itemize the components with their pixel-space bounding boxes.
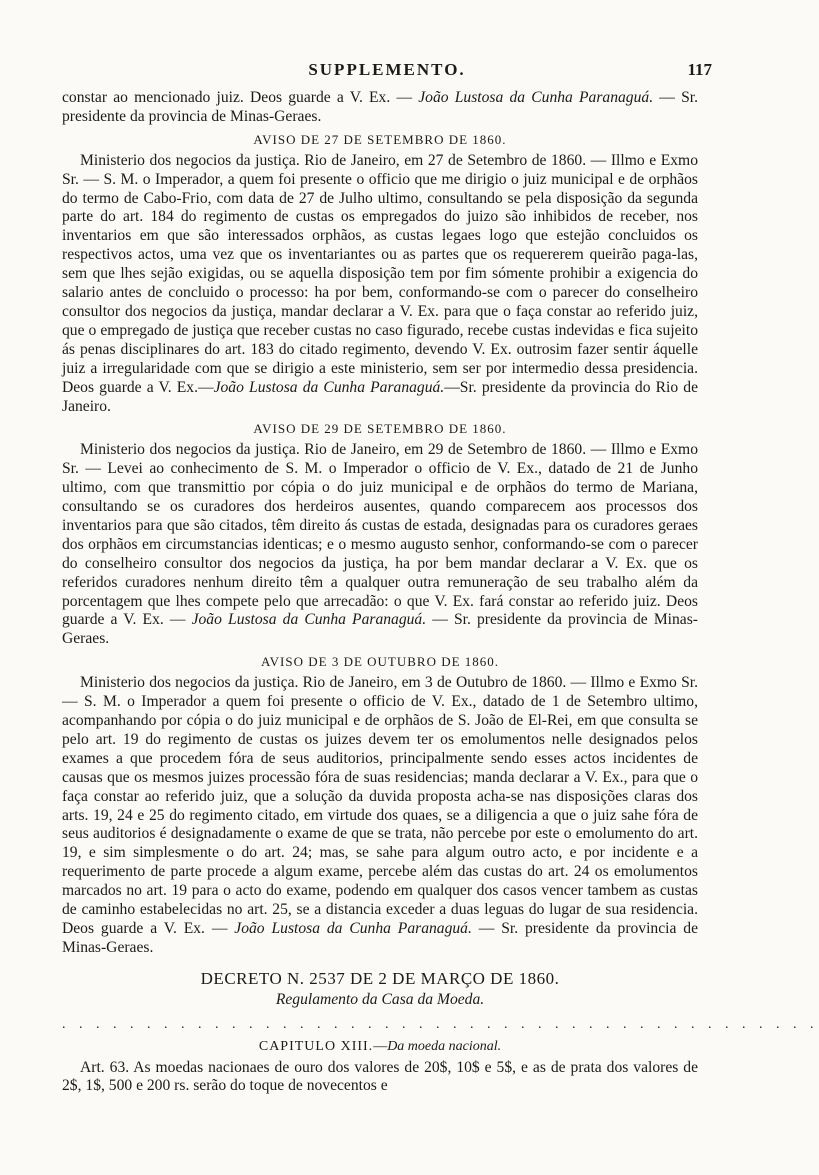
aviso-closing: —Sr. presidente da provincia do Rio de Janeiro. xyxy=(62,378,698,415)
aviso-paragraph xyxy=(62,441,698,649)
chapter-separator: — xyxy=(373,1038,388,1054)
aviso-closing: — Sr. presidente da provincia de Minas-Geraes. xyxy=(62,611,698,648)
page-header xyxy=(62,60,712,86)
signature: João Lustosa da Cunha Paranaguá. xyxy=(191,611,427,629)
decreto-subtitle: Regulamento da Casa da Moeda. xyxy=(275,990,485,1008)
aviso-text: Ministerio dos negocios da justiça. Rio de Janeiro, em 3 de Outubro de 1860. — Illmo e Exmo Sr. — S. M. o Imperador a quem foi presente o officio de V. Ex., datado de 1 de Setembro ultimo, acompanhando por cópia o do juiz municipal e de orphãos de S. João de El-Rei, em que consulta se pelo art. 19 do regimento de custas os juizes devem ter os emolumentos nelle designados pelos exames a que procedem fóra de seus auditorios, principalmente sendo esses actos incidentes de causas que os mesmos juizes processão fóra de suas residencias; manda declarar a V. Ex., para que o faça constar ao referido juiz, que a solução da duvida proposta acha-se nas disposições claras dos arts. 19, 24 e 25 do regimento citado, em virtude dos quaes, se a diligencia a que o juiz sahe fóra de seus auditorios é designadamente o exame de que se trata, não percebe por este o emolumento do art. 19, e sim simplesmente o do art. 24; mas, se sahe para algum outro acto, e por incidente e a requerimento de parte procede a algum exame, percebe além das custas do art. 24 os emolumentos marcados no art. 19 para o acto do exame, podendo em qualquer dos casos vencer tambem as custas de caminho estabelecidas no art. 25, se a distancia exceder a duas leguas do lugar de sua residencia. Deos guarde a V. Ex. — xyxy=(62,674,698,937)
aviso-heading: AVISO DE 29 DE SETEMBRO DE 1860. xyxy=(253,421,507,437)
decreto-title: DECRETO N. 2537 DE 2 DE MARÇO DE 1860. xyxy=(200,968,560,988)
continuation-paragraph xyxy=(62,89,698,127)
continuation-text: constar ao mencionado juiz. Deos guarde a V. Ex. — xyxy=(62,89,419,106)
page-number: 117 xyxy=(687,60,712,79)
aviso-closing: — Sr. presidente da provincia de Minas-Geraes. xyxy=(62,919,698,956)
signature: João Lustosa da Cunha Paranaguá. xyxy=(234,919,472,937)
chapter-number: CAPITULO XIII. xyxy=(258,1038,374,1054)
aviso-paragraph xyxy=(62,152,698,417)
aviso-text: Ministerio dos negocios da justiça. Rio de Janeiro, em 27 de Setembro de 1860. — Illmo e Exmo Sr. — S. M. o Imperador, a quem foi presente o officio que me dirigio o juiz municipal e de orphãos do termo de Cabo-Frio, com data de 27 de Julho ultimo, consultando se pela disposição da segunda parte do art. 184 do regimento de custas os empregados do juizo são inhibidos de receber, nos inventarios em que são interessados orphãos, as custas legaes logo que estejão concluidos os respectivos actos, uma vez que os inventariantes ou as partes que os requererem queirão paga-las, sem que lhes sejão exigidas, ou se aquella disposição tem por fim sómente prohibir a exigencia do salario antes de concluido o processo: ha por bem, conformando-se com o parecer do conselheiro consultor dos negocios da justiça, mandar declarar a V. Ex. para que o faça constar ao referido juiz, que o empregado de justiça que receber custas no caso figurado, recebe custas indevidas e fica sujeito ás penas disciplinares do art. 183 do citado regimento, devendo V. Ex. outrosim fazer sentir áquelle juiz a irregularidade com que se dirigio a este ministerio, sem ser por intermedio dessa presidencia. Deos guarde a V. Ex.— xyxy=(62,151,698,396)
signature: João Lustosa da Cunha Paranaguá. xyxy=(213,378,445,396)
aviso-paragraph xyxy=(62,674,698,958)
aviso-heading: AVISO DE 27 DE SETEMBRO DE 1860. xyxy=(253,131,507,147)
article-paragraph: Art. 63. As moedas nacionaes de ouro dos valores de 20$, 10$ e 5$, e as de prata dos valores de 2$, 1$, 500 e 200 rs. serão do toque de novecentos e xyxy=(62,1058,698,1095)
running-title: SUPPLEMENTO. xyxy=(308,60,466,79)
chapter-heading xyxy=(62,1038,698,1057)
aviso-heading: AVISO DE 3 DE OUTUBRO DE 1860. xyxy=(260,654,500,670)
ellipsis-separator: . . . . . . . . . . . . . . . . . . . . . . . . . . . . . . . . . . . . . . . . . . . . . xyxy=(62,1016,819,1032)
chapter-title: Da moeda nacional. xyxy=(387,1038,502,1054)
signature: João Lustosa da Cunha Paranaguá. xyxy=(418,89,654,106)
continuation-closing: — Sr. presidente da provincia de Minas-Geraes. xyxy=(62,89,698,125)
page-content xyxy=(62,89,819,1096)
aviso-text: Ministerio dos negocios da justiça. Rio de Janeiro, em 29 de Setembro de 1860. — Illmo e Exmo Sr. — Levei ao conhecimento de S. M. o Imperador o officio de V. Ex., datado de 21 de Junho ultimo, com que transmittio por cópia o do juiz municipal e de orphãos do termo de Mariana, consultando se os curadores dos herdeiros ausentes, quando comparecem aos processos dos inventarios para que são citados, têm direito ás custas de estada, designadas para os curadores geraes dos orphãos em circumstancias identicas; e o mesmo augusto senhor, conformando-se com o parecer do conselheiro consultor dos negocios da justiça, ha por bem mandar declarar a V. Ex. que os referidos curadores nenhum direito têm a qualquer outra remuneração de seu trabalho além da porcentagem que lhes compete pelo que arrecadão: o que V. Ex. fará constar ao referido juiz. Deos guarde a V. Ex. — xyxy=(62,441,698,629)
